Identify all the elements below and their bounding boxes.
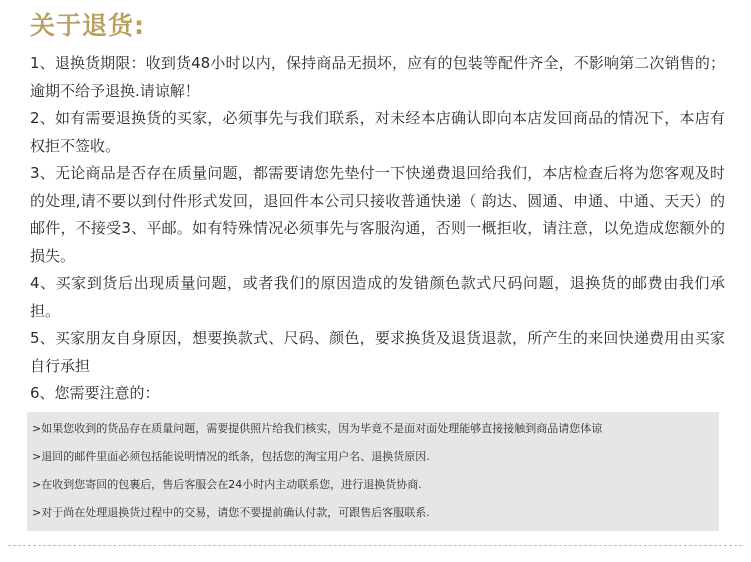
policy-item-1: 1、退换货期限：收到货48小时以内，保持商品无损坏，应有的包装等配件齐全，不影响第二次销售的；逾期不给予退换.请谅解！ xyxy=(30,54,725,100)
page-title: 关于退货: xyxy=(30,11,145,40)
policy-item-2: 2、如有需要退换货的买家，必须事先与我们联系，对未经本店确认即向本店发回商品的情况下，本店有权拒不签收。 xyxy=(30,109,725,155)
note-item: >在收到您寄回的包裹后，售后客服会在24小时内主动联系您，进行退换货协商. xyxy=(32,478,422,491)
policy-item-3: 3、无论商品是否存在质量问题，都需要请您先垫付一下快递费退回给我们，本店检查后将为您客观及时的处理,请不要以到付件形式发回，退回件本公司只接收普通快递（ 韵达、圆通、申通、中通、天天）的邮件，不接受3、平邮。如有特殊情况必须事先与客服沟通，否则一概拒收，请注意，以免造成您额外的损失。 xyxy=(30,164,725,265)
note-item: >对于尚在处理退换货过程中的交易，请您不要提前确认付款，可跟售后客服联系. xyxy=(32,506,430,519)
policy-item-5: 5、买家朋友自身原因，想要换款式、尺码、颜色，要求换货及退货退款，所产生的来回快递费用由买家自行承担 xyxy=(30,329,725,375)
note-item: >如果您收到的货品存在质量问题，需要提供照片给我们核实，因为毕竟不是面对面处理能够直接接触到商品请您体谅 xyxy=(32,422,603,435)
dashed-divider xyxy=(8,545,742,546)
policy-item-4: 4、买家到货后出现质量问题，或者我们的原因造成的发错颜色款式尺码问题，退换货的邮费由我们承担。 xyxy=(30,274,725,320)
policy-item-6: 6、您需要注意的： xyxy=(30,384,160,402)
notes-box xyxy=(27,412,719,531)
note-item: >退回的邮件里面必须包括能说明情况的纸条，包括您的淘宝用户名、退换货原因. xyxy=(32,450,430,463)
policy-paragraphs xyxy=(30,50,725,408)
